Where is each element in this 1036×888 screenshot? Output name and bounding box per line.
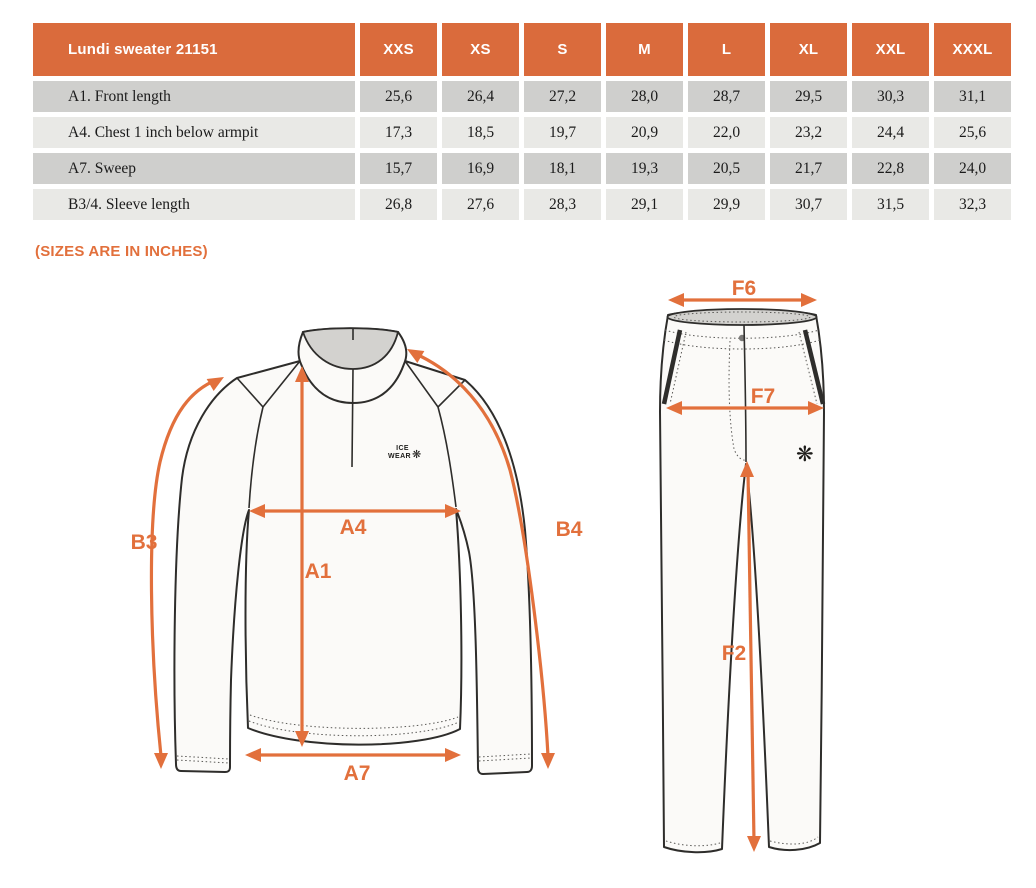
measurement-value-cell: 29,9 xyxy=(688,189,765,220)
waist-opening xyxy=(668,309,817,325)
size-column-header: XS xyxy=(442,23,519,76)
measurement-value-cell: 29,1 xyxy=(606,189,683,220)
measurement-row-label: A7. Sweep xyxy=(33,153,355,184)
measurement-value-cell: 21,7 xyxy=(770,153,847,184)
pants-front-technical-drawing xyxy=(660,277,824,852)
logo-line-1: ICE xyxy=(396,445,409,452)
measurement-value-cell: 17,3 xyxy=(360,117,437,148)
measurement-row-label: A1. Front length xyxy=(33,81,355,112)
measurement-value-cell: 32,3 xyxy=(934,189,1011,220)
measurement-value-cell: 24,4 xyxy=(852,117,929,148)
measurement-value-cell: 28,3 xyxy=(524,189,601,220)
pants-outline xyxy=(660,311,824,853)
measurement-value-cell: 30,3 xyxy=(852,81,929,112)
measurement-value-cell: 27,2 xyxy=(524,81,601,112)
size-column-header: M xyxy=(606,23,683,76)
size-column-header: XXL xyxy=(852,23,929,76)
table-title: Lundi sweater 21151 xyxy=(33,23,355,76)
b3-dimension-label: B3 xyxy=(130,531,158,554)
f7-dimension-label: F7 xyxy=(750,385,776,408)
f6-dimension-label: F6 xyxy=(731,277,757,300)
measurement-value-cell: 24,0 xyxy=(934,153,1011,184)
measurement-value-cell: 30,7 xyxy=(770,189,847,220)
measurement-value-cell: 18,5 xyxy=(442,117,519,148)
size-column-header: XXXL xyxy=(934,23,1011,76)
measurement-value-cell: 15,7 xyxy=(360,153,437,184)
measurement-value-cell: 27,6 xyxy=(442,189,519,220)
measurement-value-cell: 23,2 xyxy=(770,117,847,148)
measurement-value-cell: 31,1 xyxy=(934,81,1011,112)
measurement-value-cell: 28,0 xyxy=(606,81,683,112)
a7-dimension-arrow xyxy=(245,748,461,762)
measurement-value-cell: 19,7 xyxy=(524,117,601,148)
measurement-value-cell: 22,0 xyxy=(688,117,765,148)
measurement-value-cell: 22,8 xyxy=(852,153,929,184)
sweater-front-technical-drawing xyxy=(131,328,583,785)
measurement-value-cell: 25,6 xyxy=(360,81,437,112)
a1-dimension-label: A1 xyxy=(304,560,332,583)
size-column-header: XXS xyxy=(360,23,437,76)
measurement-value-cell: 26,4 xyxy=(442,81,519,112)
size-table xyxy=(33,23,1011,220)
measurement-row-label: A4. Chest 1 inch below armpit xyxy=(33,117,355,148)
measurement-value-cell: 19,3 xyxy=(606,153,683,184)
size-column-header: XL xyxy=(770,23,847,76)
a4-dimension-label: A4 xyxy=(339,516,367,539)
units-note: (SIZES ARE IN INCHES) xyxy=(35,243,208,260)
measurement-value-cell: 20,5 xyxy=(688,153,765,184)
snowflake-icon: ❋ xyxy=(412,448,422,461)
measurement-value-cell: 28,7 xyxy=(688,81,765,112)
measurement-row-label: B3/4. Sleeve length xyxy=(33,189,355,220)
measurement-value-cell: 16,9 xyxy=(442,153,519,184)
size-column-header: S xyxy=(524,23,601,76)
b4-dimension-label: B4 xyxy=(555,518,583,541)
a7-dimension-label: A7 xyxy=(343,762,371,785)
size-column-header: L xyxy=(688,23,765,76)
measurement-value-cell: 20,9 xyxy=(606,117,683,148)
measurement-value-cell: 18,1 xyxy=(524,153,601,184)
measurement-value-cell: 26,8 xyxy=(360,189,437,220)
logo-line-2: WEAR xyxy=(388,453,411,460)
snowflake-icon: ❋ xyxy=(796,442,814,466)
measurement-value-cell: 31,5 xyxy=(852,189,929,220)
measurement-value-cell: 29,5 xyxy=(770,81,847,112)
technical-drawings xyxy=(0,270,1036,888)
measurement-value-cell: 25,6 xyxy=(934,117,1011,148)
f2-dimension-label: F2 xyxy=(721,642,747,665)
